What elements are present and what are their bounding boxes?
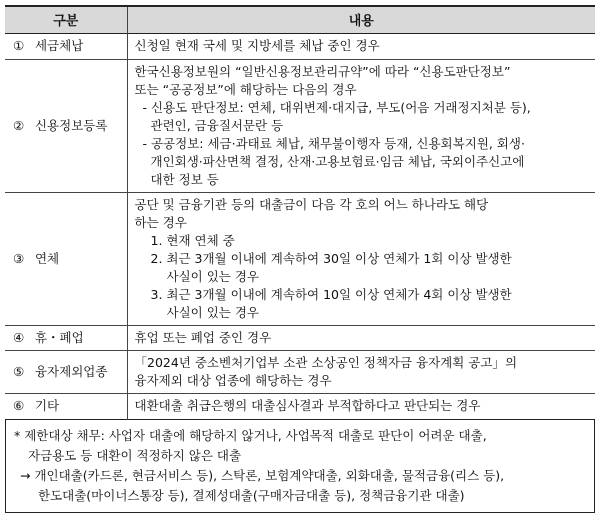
table-row (5, 33, 595, 59)
content-bullet: - 신용도 판단정보: 연체, 대위변제·대지급, 부도(어음 거래정지처분 등), (142, 99, 531, 115)
row-label-text: 융자제외업종 (34, 363, 108, 379)
content-line: 공단 및 금융기관 등의 대출금이 다음 각 호의 어느 하나라도 해당 (134, 196, 489, 212)
restriction-table (5, 5, 595, 420)
content-numbered-item: 1. 현재 연체 중 (150, 232, 235, 248)
table-row (5, 59, 595, 192)
content-line: 사실이 있는 경우 (166, 304, 259, 320)
table-header-row (5, 6, 595, 33)
row-label-text: 연체 (34, 250, 60, 266)
row-number: ⑥ (13, 398, 25, 413)
header-category: 구분 (5, 6, 127, 33)
content-line: 하는 경우 (134, 214, 187, 230)
content-numbered-item: 3. 최근 3개월 이내에 계속하여 10일 이상 연체가 4회 이상 발생한 (150, 286, 512, 302)
table-row (5, 192, 595, 325)
row-label-text: 세금체납 (34, 38, 84, 53)
row-label-text: 휴・폐업 (34, 329, 84, 345)
row-label (5, 192, 127, 325)
footnote-line: 한도대출(마이너스통장 등), 결제성대출(구매자금대출 등), 정책금융기관 대출) (38, 487, 465, 503)
content-bullet: - 공공정보: 세금·과태료 체납, 채무불이행자 등재, 신용회복지원, 회생· (142, 135, 525, 151)
content-line: 사실이 있는 경우 (166, 268, 259, 284)
content-line: 신청일 현재 국세 및 지방세를 체납 중인 경우 (134, 38, 380, 53)
content-line: 융자제외 대상 업종에 해당하는 경우 (134, 372, 332, 388)
content-line: 관련인, 금융질서문란 등 (150, 117, 284, 133)
row-label (5, 33, 127, 59)
content-line: 개인회생·파산면책 결정, 산재·고용보험료·임금 체납, 국외이주신고에 (150, 153, 525, 169)
table-row (5, 350, 595, 393)
content-line: 휴업 또는 폐업 중인 경우 (134, 329, 272, 345)
row-number: ③ (13, 250, 25, 266)
header-content: 내용 (127, 6, 595, 33)
row-number: ④ (13, 329, 25, 345)
footnote-line: * 제한대상 채무: 사업자 대출에 해당하지 않거나, 사업목적 대출로 판단이 어려운 대출, (14, 427, 487, 443)
footnote-box (5, 420, 595, 513)
content-line: 「2024년 중소벤처기업부 소관 소상공인 정책자금 융자계획 공고」의 (134, 354, 518, 370)
row-label (5, 393, 127, 419)
row-content (127, 33, 595, 59)
content-line: 한국신용정보원의 “일반신용정보관리규약”에 따라 “신용도판단정보” (134, 63, 511, 79)
row-content (127, 192, 595, 325)
footnote-line: 자금용도 등 대환이 적정하지 않은 대출 (28, 447, 242, 463)
row-content (127, 350, 595, 393)
row-content (127, 59, 595, 192)
content-numbered-item: 2. 최근 3개월 이내에 계속하여 30일 이상 연체가 1회 이상 발생한 (150, 250, 512, 266)
table-row (5, 325, 595, 350)
row-content (127, 325, 595, 350)
row-number: ⑤ (13, 363, 25, 379)
content-line: 대한 정보 등 (150, 171, 219, 187)
row-label (5, 325, 127, 350)
table-row (5, 393, 595, 419)
row-label-text: 신용정보등록 (34, 117, 108, 133)
content-line: 또는 “공공정보”에 해당하는 다음의 경우 (134, 81, 357, 97)
row-label (5, 59, 127, 192)
row-number: ① (13, 38, 25, 53)
restriction-table-container (5, 5, 595, 513)
row-number: ② (13, 117, 25, 133)
row-label (5, 350, 127, 393)
content-line: 대환대출 취급은행의 대출심사결과 부적합하다고 판단되는 경우 (134, 398, 481, 413)
row-label-text: 기타 (34, 398, 60, 413)
row-content (127, 393, 595, 419)
footnote-arrow-line: → 개인대출(카드론, 현금서비스 등), 스탁론, 보험계약대출, 외화대출, 물적금융(리스 등), (20, 467, 505, 483)
